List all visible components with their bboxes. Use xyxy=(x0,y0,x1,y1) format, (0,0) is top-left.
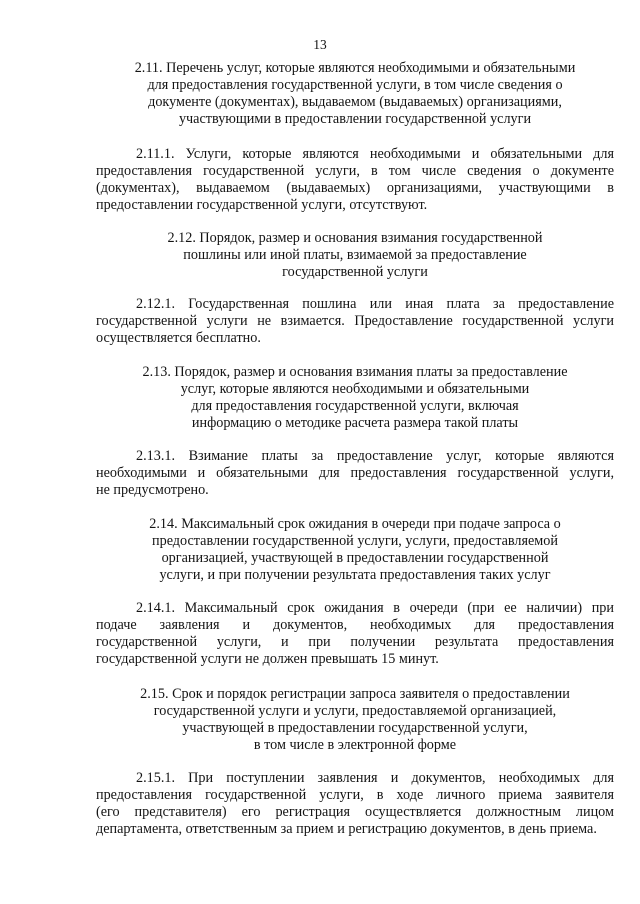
paragraph-line: не предусмотрено. xyxy=(96,482,209,498)
heading-2-13 xyxy=(96,364,614,432)
paragraph-line: подаче заявления и документов, необходимых для предоставления xyxy=(96,617,614,633)
paragraph-line: государственной услуги не должен превышать 15 минут. xyxy=(96,651,439,667)
heading-line: участвующими в предоставлении государственной услуги xyxy=(178,111,532,127)
heading-line: документе (документах), выдаваемом (выдаваемых) организациями, xyxy=(148,94,562,110)
heading-line: пошлины или иной платы, взимаемой за предоставление xyxy=(183,247,527,263)
heading-line: 2.15. Срок и порядок регистрации запроса заявителя о предоставлении xyxy=(140,686,570,702)
heading-line: организацией, участвующей в предоставлении государственной xyxy=(161,550,549,566)
heading-line: в том числе в электронной форме xyxy=(253,737,457,753)
heading-line: участвующей в предоставлении государственной услуги, xyxy=(182,720,528,736)
paragraph-2-14-1 xyxy=(96,600,614,668)
paragraph-line: 2.15.1. При поступлении заявления и документов, необходимых для xyxy=(136,770,614,786)
heading-2-14 xyxy=(96,516,614,584)
heading-line: 2.14. Максимальный срок ожидания в очереди при подаче запроса о xyxy=(149,516,561,532)
heading-line: 2.12. Порядок, размер и основания взимания государственной xyxy=(167,230,543,246)
heading-line: 2.13. Порядок, размер и основания взимания платы за предоставление xyxy=(142,364,568,380)
heading-line: услуг, которые являются необходимыми и обязательными xyxy=(180,381,530,397)
paragraph-line: государственной услуги, и при получении результата предоставления xyxy=(96,634,614,650)
paragraph-line: 2.13.1. Взимание платы за предоставление услуг, которые являются xyxy=(136,448,614,464)
paragraph-line: (его представителя) его регистрация осуществляется должностным лицом xyxy=(96,804,614,820)
paragraph-2-12-1 xyxy=(96,296,614,347)
paragraph-line: предоставления государственной услуги, в том числе сведения о документе xyxy=(96,163,614,179)
heading-2-11 xyxy=(96,60,614,128)
paragraph-2-13-1 xyxy=(96,448,614,499)
paragraph-line: 2.12.1. Государственная пошлина или иная плата за предоставление xyxy=(136,296,614,312)
paragraph-line: предоставления государственной услуги, в ходе личного приема заявителя xyxy=(96,787,614,803)
paragraph-line: осуществляется бесплатно. xyxy=(96,330,261,346)
paragraph-line: департамента, ответственным за прием и регистрацию документов, в день приема. xyxy=(96,821,597,837)
paragraph-line: (документах), выдаваемом (выдаваемых) организациями, участвующими в xyxy=(96,180,614,196)
paragraph-line: 2.11.1. Услуги, которые являются необходимыми и обязательными для xyxy=(136,146,614,162)
paragraph-2-11-1 xyxy=(96,146,614,214)
page-number: 13 xyxy=(313,37,327,52)
heading-2-12 xyxy=(96,230,614,281)
heading-line: 2.11. Перечень услуг, которые являются необходимыми и обязательными xyxy=(134,60,576,76)
paragraph-line: государственной услуги не взимается. Предоставление государственной услуги xyxy=(96,313,614,329)
heading-line: предоставлении государственной услуги, услуги, предоставляемой xyxy=(152,533,558,549)
heading-line: государственной услуги xyxy=(282,264,428,280)
heading-line: услуги, и при получении результата предоставления таких услуг xyxy=(159,567,551,583)
paragraph-2-15-1 xyxy=(96,770,614,838)
paragraph-line: необходимыми и обязательными для предоставления государственной услуги, xyxy=(96,465,614,481)
heading-2-15 xyxy=(96,686,614,754)
paragraph-line: предоставлении государственной услуги, отсутствуют. xyxy=(96,197,428,213)
paragraph-line: 2.14.1. Максимальный срок ожидания в очереди (при ее наличии) при xyxy=(136,600,614,616)
heading-line: для предоставления государственной услуги, в том числе сведения о xyxy=(147,77,563,93)
heading-line: для предоставления государственной услуги, включая xyxy=(191,398,519,414)
heading-line: государственной услуги и услуги, предоставляемой организацией, xyxy=(153,703,557,719)
heading-line: информацию о методике расчета размера такой платы xyxy=(191,415,519,431)
